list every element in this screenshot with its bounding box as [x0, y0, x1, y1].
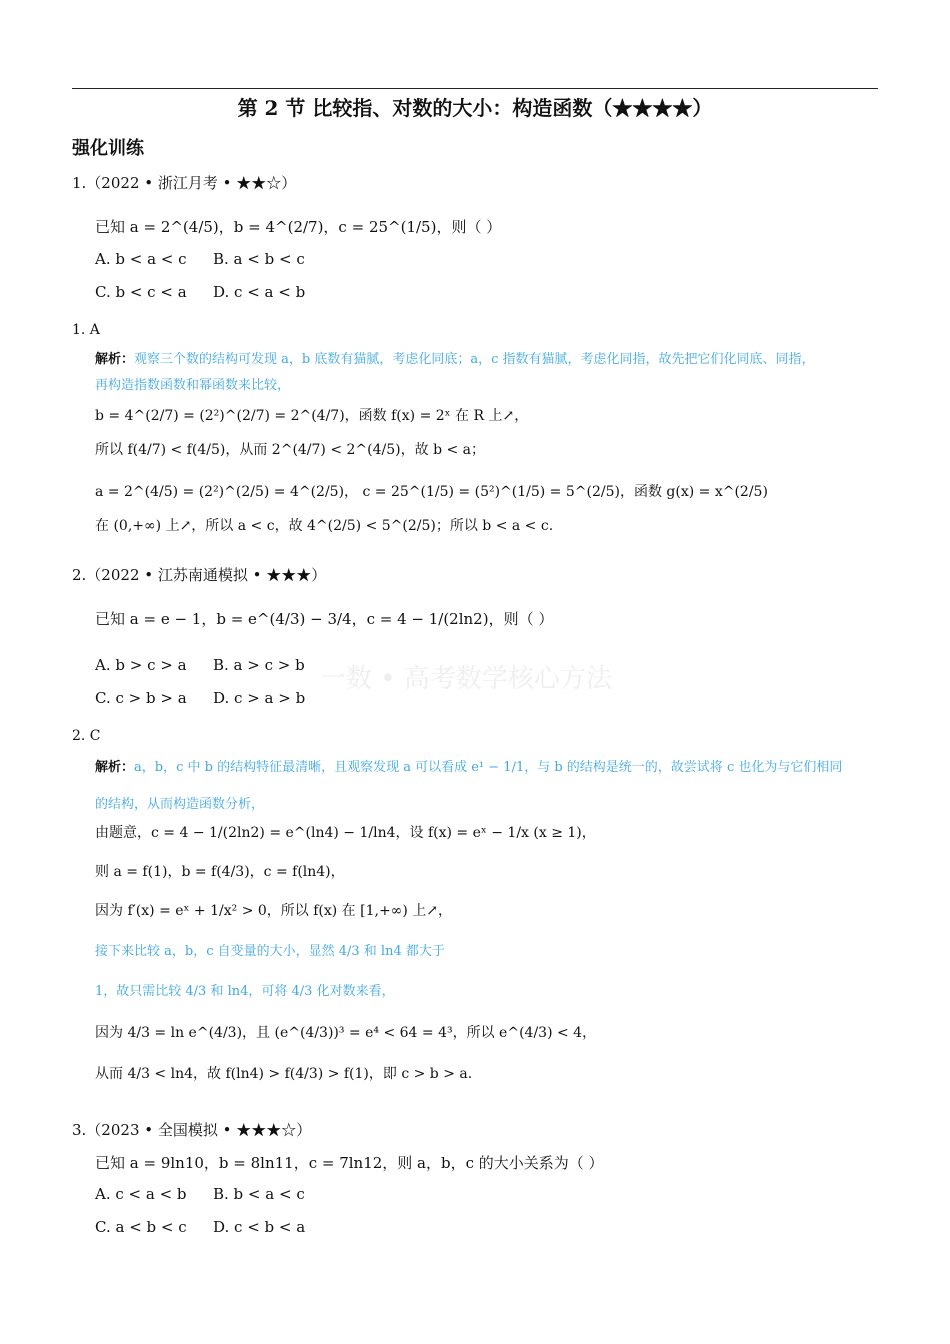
- solution-step: 从而 4/3 < ln4，故 f(ln4) > f(4/3) > f(1)，即 c > b > a.: [95, 1066, 473, 1082]
- solution-step: 在 (0,+∞) 上↗，所以 a < c，故 4^(2/5) < 5^(2/5)；所以 b < a < c.: [95, 518, 554, 534]
- analysis-hint-continued: 的结构，从而构造函数分析，: [95, 797, 265, 812]
- solution-step: 则 a = f(1)，b = f(4/3)，c = f(ln4)，: [95, 864, 345, 880]
- question-2-options-row-1: [95, 656, 305, 674]
- analysis-hint: a，b，c 中 b 的结构特征最清晰，且观察发现 a 可以看成 e¹ − 1/1，与 b 的结构是统一的，故尝试将 c 也化为与它们相同: [134, 760, 843, 775]
- watermark: 一数 • 高考数学核心方法: [320, 664, 612, 694]
- solution-step: 因为 4/3 = ln e^(4/3)，且 (e^(4/3))³ = e⁴ < 64 = 4³，所以 e^(4/3) < 4，: [95, 1025, 597, 1041]
- answer-1: 1. A: [72, 322, 100, 338]
- option-c[interactable]: C. b < c < a: [95, 283, 187, 301]
- solution-step: 因为 f′(x) = eˣ + 1/x² > 0，所以 f(x) 在 [1,+∞) 上↗，: [95, 903, 452, 919]
- option-d[interactable]: D. c < b < a: [213, 1218, 306, 1236]
- solution-step: 所以 f(4/7) < f(4/5)，从而 2^(4/7) < 2^(4/5)，故 b < a；: [95, 442, 486, 458]
- page-title: 第 2 节 比较指、对数的大小：构造函数（★★★★）: [237, 96, 713, 120]
- solution-step: b = 4^(2/7) = (2²)^(2/7) = 2^(4/7)，函数 f(x) = 2ˣ 在 R 上↗，: [95, 408, 529, 424]
- option-b[interactable]: B. b < a < c: [213, 1185, 305, 1203]
- analysis-label: 解析：: [95, 760, 135, 775]
- question-2-header: 2.（2022 • 江苏南通模拟 • ★★★）: [72, 566, 327, 584]
- analysis-2: [95, 756, 842, 775]
- question-3-options-row-1: [95, 1185, 305, 1203]
- option-a[interactable]: A. b < a < c: [95, 250, 187, 268]
- option-a[interactable]: A. c < a < b: [95, 1185, 187, 1203]
- analysis-label: 解析：: [95, 352, 135, 367]
- section-heading: 强化训练: [72, 138, 144, 159]
- answer-2: 2. C: [72, 728, 101, 744]
- question-2-options-row-2: [95, 689, 305, 707]
- option-b[interactable]: B. a < b < c: [213, 250, 305, 268]
- option-d[interactable]: D. c < a < b: [213, 283, 306, 301]
- question-3-stem: 已知 a = 9ln10，b = 8ln11，c = 7ln12，则 a，b，c 的大小关系为（ ）: [95, 1154, 604, 1172]
- question-3-options-row-2: [95, 1218, 305, 1236]
- solution-step: a = 2^(4/5) = (2²)^(2/5) = 4^(2/5)， c = 25^(1/5) = (5²)^(1/5) = 5^(2/5)，函数 g(x) = x^(2/5): [95, 484, 768, 500]
- question-1-options-row-2: [95, 283, 305, 301]
- question-3-header: 3.（2023 • 全国模拟 • ★★★☆）: [72, 1121, 312, 1139]
- analysis-hint-continued: 再构造指数函数和幂函数来比较，: [95, 378, 291, 393]
- question-1-header: 1.（2022 • 浙江月考 • ★★☆）: [72, 174, 297, 192]
- question-1-stem: 已知 a = 2^(4/5)，b = 4^(2/7)，c = 25^(1/5)，则（ ）: [95, 218, 502, 236]
- blue-hint-step: 接下来比较 a，b，c 自变量的大小，显然 4/3 和 ln4 都大于: [95, 944, 445, 959]
- header-rule: [72, 88, 878, 89]
- option-c[interactable]: C. c > b > a: [95, 689, 187, 707]
- blue-hint-step: 1，故只需比较 4/3 和 ln4，可将 4/3 化对数来看，: [95, 984, 395, 999]
- option-a[interactable]: A. b > c > a: [95, 656, 187, 674]
- question-2-stem: 已知 a = e − 1，b = e^(4/3) − 3/4，c = 4 − 1/(2ln2)，则（ ）: [95, 610, 554, 628]
- analysis-hint: 观察三个数的结构可发现 a，b 底数有猫腻，考虑化同底；a，c 指数有猫腻，考虑化同指，故先把它们化同底、同指，: [134, 352, 815, 367]
- option-c[interactable]: C. a < b < c: [95, 1218, 187, 1236]
- question-1-options-row-1: [95, 250, 305, 268]
- solution-step: 由题意，c = 4 − 1/(2ln2) = e^(ln4) − 1/ln4，设 f(x) = eˣ − 1/x (x ≥ 1)，: [95, 825, 596, 841]
- option-d[interactable]: D. c > a > b: [213, 689, 306, 707]
- analysis-1: [95, 348, 815, 367]
- option-b[interactable]: B. a > c > b: [213, 656, 305, 674]
